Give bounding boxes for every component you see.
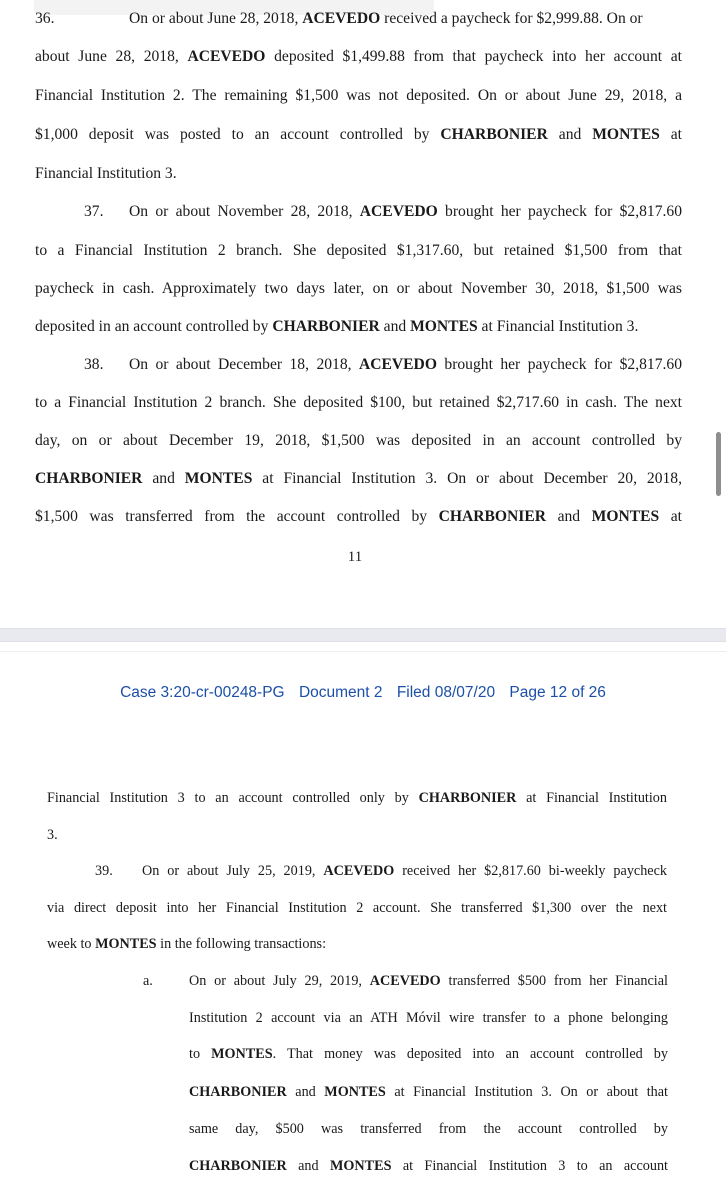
defendant-name: MONTES [591, 508, 660, 525]
page-of-total: Page 12 of 26 [509, 684, 606, 701]
text-segment: received her $2,817.60 bi-weekly paycheck [394, 863, 667, 879]
para-38-line-5 [35, 508, 682, 526]
defendant-name: ACEVEDO [323, 863, 395, 879]
defendant-name: ACEVEDO [187, 48, 266, 65]
text-segment: and [286, 1158, 330, 1174]
text-segment: . That money was deposited into an account controlled by [272, 1046, 668, 1062]
text-segment: at Financial Institution [516, 790, 667, 806]
text-segment: and [546, 508, 592, 525]
text-segment: at Financial Institution 3. [477, 318, 639, 335]
defendant-name: CHARBONIER [35, 470, 143, 487]
para-36-line-5: Financial Institution 3. [35, 165, 177, 182]
text-segment: at [659, 508, 683, 525]
text-segment: and [142, 470, 185, 487]
defendant-name: MONTES [211, 1046, 273, 1062]
para-39-line-2: via direct deposit into her Financial Institution 2 account. She transferred $1,300 over the next [47, 900, 667, 916]
para-37-number: 37. [84, 203, 104, 220]
defendant-name: ACEVEDO [369, 973, 441, 989]
text-segment: Financial Institution 3 to an account controlled only by [47, 790, 419, 806]
text-segment: $1,500 was transferred from the account controlled by [35, 508, 439, 525]
text-segment: at Financial Institution 3. On or about December 20, 2018, [252, 470, 682, 487]
item-a-line-1 [189, 973, 668, 990]
item-a-line-5: same day, $500 was transferred from the account controlled by [189, 1121, 668, 1137]
defendant-name: MONTES [95, 936, 157, 952]
text-segment: brought her paycheck for $2,817.60 [437, 203, 682, 220]
text-segment: week to [47, 936, 96, 952]
para-38-line-1 [84, 356, 682, 374]
case-number: Case 3:20-cr-00248-PG [120, 684, 285, 701]
para-39-line-3 [47, 936, 326, 953]
text-segment: at Financial Institution 3. On or about that [385, 1084, 668, 1100]
defendant-name: MONTES [410, 318, 478, 335]
text-segment: transferred $500 from her Financial [440, 973, 668, 989]
text-segment: at Financial Institution 3 to an account [391, 1158, 668, 1174]
text-segment: and [286, 1084, 325, 1100]
filed-date: Filed 08/07/20 [396, 684, 496, 701]
text-segment: about June 28, 2018, [35, 48, 188, 65]
defendant-name: CHARBONIER [272, 318, 380, 335]
cont-line-2: 3. [47, 827, 58, 843]
para-39-number: 39. [95, 863, 113, 879]
para-38-number: 38. [84, 356, 104, 373]
text-segment: and [379, 318, 411, 335]
defendant-name: CHARBONIER [438, 508, 547, 525]
para-38-line-4 [35, 470, 682, 488]
defendant-name: CHARBONIER [189, 1158, 287, 1174]
defendant-name: ACEVEDO [358, 356, 437, 373]
text-segment: On or about July 29, 2019, [189, 973, 370, 989]
para-37-line-1 [84, 203, 682, 221]
item-a-label: a. [143, 973, 153, 989]
document-number: Document 2 [298, 684, 383, 701]
para-36-line-2 [35, 48, 682, 66]
defendant-name: MONTES [592, 126, 660, 143]
text-segment: $1,000 deposit was posted to an account controlled by [35, 126, 441, 143]
text-segment: On or about June 28, 2018, [129, 10, 303, 27]
text-segment: brought her paycheck for $2,817.60 [436, 356, 682, 373]
text-segment: to [189, 1046, 212, 1062]
defendant-name: CHARBONIER [440, 126, 548, 143]
para-36-line-1 [35, 10, 682, 28]
para-39-line-1 [95, 863, 667, 880]
item-a-line-4 [189, 1084, 668, 1101]
text-segment: in the following transactions: [156, 936, 327, 952]
text-segment: On or about November 28, 2018, [129, 203, 360, 220]
page-divider [0, 628, 726, 642]
text-segment: received a paycheck for $2,999.88. On or [380, 10, 643, 27]
defendant-name: MONTES [329, 1158, 392, 1174]
text-segment: On or about July 25, 2019, [142, 863, 324, 879]
item-a-line-6 [189, 1158, 668, 1175]
para-38-line-3: day, on or about December 19, 2018, $1,500 was deposited in an account controlled by [35, 432, 682, 449]
defendant-name: ACEVEDO [302, 10, 381, 27]
para-37-line-3: paycheck in cash. Approximately two days later, on or about November 30, 2018, $1,500 was [35, 280, 682, 297]
text-segment: deposited $1,499.88 from that paycheck into her account at [265, 48, 682, 65]
para-36-line-3: Financial Institution 2. The remaining $1,500 was not deposited. On or about June 29, 2018, a [35, 87, 682, 104]
para-37-line-4 [35, 318, 638, 336]
text-segment: and [547, 126, 593, 143]
page-divider-line [0, 651, 726, 652]
text-segment: On or about December 18, 2018, [129, 356, 359, 373]
text-segment: deposited in an account controlled by [35, 318, 273, 335]
text-segment: at [659, 126, 682, 143]
page-number: 11 [347, 549, 363, 565]
para-36-line-4 [35, 126, 682, 144]
defendant-name: CHARBONIER [189, 1084, 287, 1100]
item-a-line-2: Institution 2 account via an ATH Móvil wire transfer to a phone belonging [189, 1010, 668, 1026]
para-38-line-2: to a Financial Institution 2 branch. She deposited $100, but retained $2,717.60 in cash. The next [35, 394, 682, 411]
para-36-number: 36. [35, 10, 55, 27]
defendant-name: MONTES [184, 470, 253, 487]
defendant-name: CHARBONIER [418, 790, 517, 806]
cont-line-1 [47, 790, 667, 807]
para-37-line-2: to a Financial Institution 2 branch. She deposited $1,317.60, but retained $1,500 from that [35, 242, 682, 259]
item-a-line-3 [189, 1046, 668, 1063]
case-header [0, 684, 726, 702]
defendant-name: MONTES [324, 1084, 386, 1100]
defendant-name: ACEVEDO [359, 203, 438, 220]
scrollbar-thumb[interactable] [716, 432, 721, 496]
